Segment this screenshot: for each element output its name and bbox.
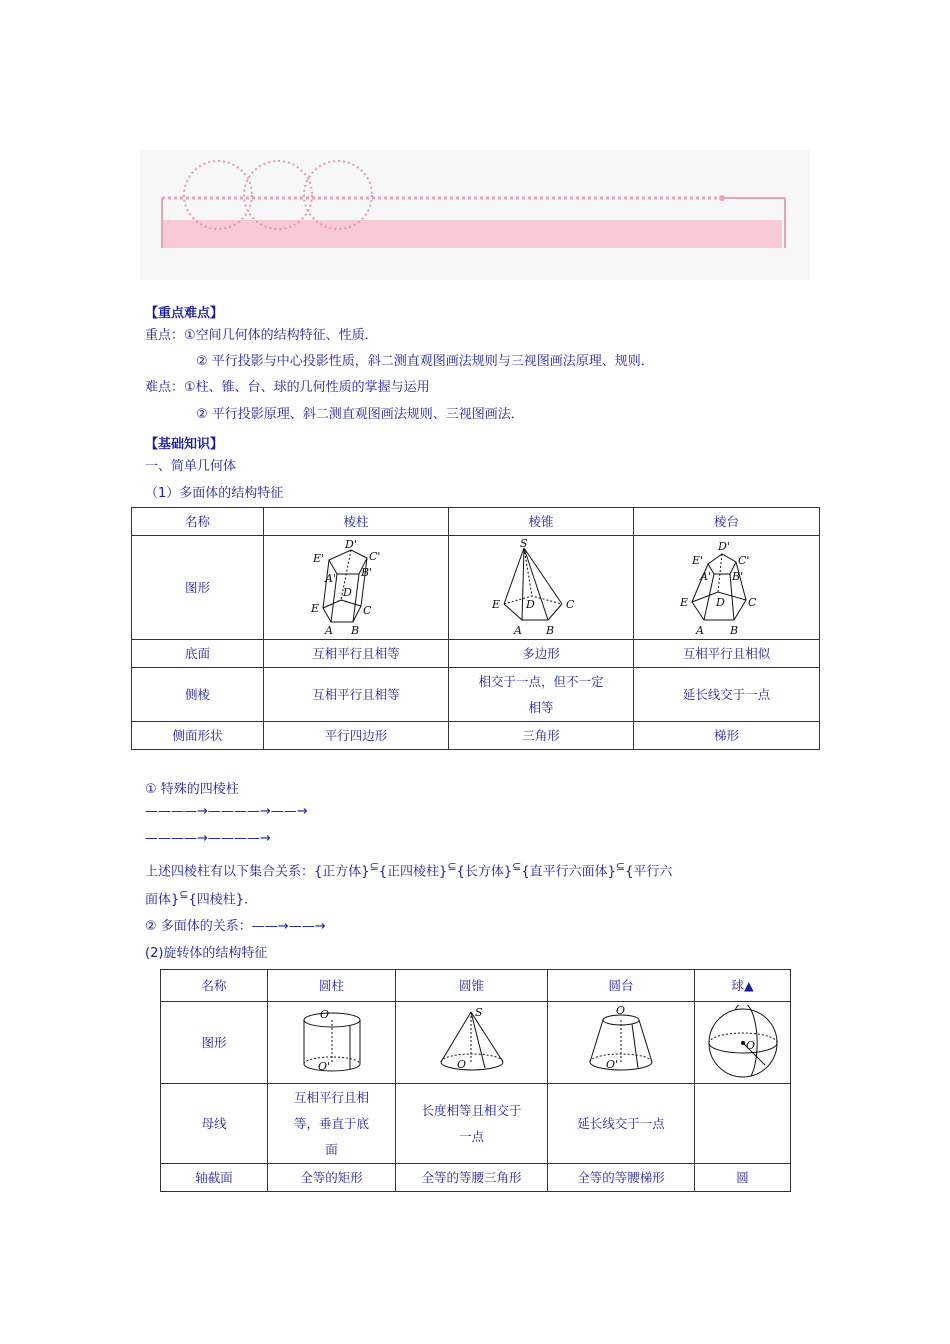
label-prism-C: C [363, 603, 372, 617]
focus-line-1 [145, 324, 378, 343]
key-points-heading: 【重点难点】 [145, 306, 224, 321]
label-fr-D1: D' [717, 539, 730, 553]
label-fr-C1: C' [737, 553, 749, 567]
prism-figure [301, 538, 411, 638]
set-parallelepiped-a: {平行六 [625, 864, 673, 880]
label-fr-E: E [679, 595, 688, 609]
label-cone-O: O [456, 1057, 466, 1071]
basics-heading: 【基础知识】 [145, 437, 224, 452]
frustum-face: 梯形 [634, 722, 820, 750]
rotation-subtitle: (2)旋转体的结构特征 [145, 946, 268, 961]
cyl-gen-line3: 面 [325, 1141, 338, 1157]
pyramid-base: 多边形 [449, 640, 634, 668]
set-parallelepiped-b: 面体} [145, 892, 180, 908]
cylinder-figure [292, 1006, 372, 1080]
cone-axial: 全等的等腰三角形 [396, 1164, 548, 1192]
relation-arrows: ——→——→ [251, 919, 326, 934]
label-pyr-S: S [520, 537, 528, 550]
row-face-label: 侧面形状 [132, 722, 264, 750]
label-prism-E1: E' [313, 551, 325, 565]
label-cyl-O: O [319, 1007, 329, 1021]
focus-item-2: ② 平行投影与中心投影性质，斜二测直观图画法规则与三视图画法原理、规则． [196, 354, 654, 369]
relation-label: ② 多面体的关系： [145, 919, 252, 934]
pyramid-edge-line1: 相交于一点，但不一定 [478, 673, 604, 689]
pyramid-figure [486, 538, 596, 638]
subset-symbol: ⊆ [512, 860, 522, 873]
rotation-table [160, 969, 791, 1192]
set-quad-prism: {四棱柱}. [188, 892, 249, 908]
pyramid-figure-cell [449, 536, 634, 640]
polyhedron-subtitle: （1）多面体的结构特征 [145, 486, 284, 501]
figure-label: 图形 [132, 536, 264, 640]
label-fr-B: B [729, 623, 738, 637]
rot-figure-label: 图形 [161, 1002, 268, 1084]
frustum-figure [672, 538, 782, 638]
set-right-parallelepiped: {直平行六面体} [521, 864, 616, 880]
label-pyr-A: A [514, 623, 522, 637]
label-fr-E1: E' [691, 553, 703, 567]
cone-figure-cell [396, 1002, 548, 1084]
cfrustum-generatrix: 延长线交于一点 [548, 1084, 695, 1164]
header-frustum: 棱台 [634, 508, 820, 536]
pyramid-face: 三角形 [449, 722, 634, 750]
cyl-gen-line2: 等，垂直于底 [293, 1115, 369, 1131]
label-prism-C1: C' [369, 549, 381, 563]
subset-symbol: ⊆ [179, 888, 189, 901]
polyhedron-relation [145, 915, 326, 934]
set-regular-prism: {正四棱柱} [378, 864, 448, 880]
set-intro: 上述四棱柱有以下集合关系： [145, 864, 315, 880]
difficulty-item-1: ①柱、锥、台、球的几何性质的掌握与运用 [184, 380, 430, 395]
subset-symbol: ⊆ [615, 860, 626, 873]
header-pyramid: 棱锥 [449, 508, 634, 536]
pyramid-edge-line2: 相等 [528, 699, 554, 715]
title-banner [140, 150, 810, 280]
polyhedron-table [131, 507, 820, 750]
label-cfr-O: O [616, 1005, 626, 1017]
focus-label: 重点： [145, 328, 185, 343]
cylinder-generatrix [268, 1084, 396, 1164]
label-prism-B: B [351, 623, 360, 637]
cone-gen-line1: 长度相等且相交于 [421, 1102, 522, 1118]
cylinder-axial: 全等的矩形 [268, 1164, 396, 1192]
label-fr-D: D [715, 595, 725, 609]
cyl-gen-line1: 互相平行且相 [293, 1089, 369, 1105]
difficulty-item-2: ② 平行投影原理、斜二测直观图画法规则、三视图画法． [196, 407, 524, 422]
label-pyr-B: B [546, 623, 555, 637]
label-cone-S: S [474, 1005, 483, 1019]
generatrix-label: 母线 [161, 1084, 268, 1164]
label-pyr-C: C [566, 597, 575, 611]
cfrustum-figure-cell [548, 1002, 695, 1084]
set-cube: {正方体} [314, 864, 370, 880]
frustum-edge: 延长线交于一点 [634, 668, 820, 722]
header-name: 名称 [132, 508, 264, 536]
cone-generatrix [396, 1084, 548, 1164]
label-cfr-O1: O' [606, 1057, 619, 1071]
rot-header-name: 名称 [161, 970, 268, 1002]
subset-symbol: ⊆ [447, 860, 457, 873]
special-chain-1: ————→————→——→ [145, 804, 308, 819]
part-one-title: 一、简单几何体 [145, 459, 237, 474]
cfrustum-axial: 全等的等腰梯形 [548, 1164, 695, 1192]
set-relation-line-2 [145, 888, 248, 907]
prism-face: 平行四边形 [264, 722, 449, 750]
set-relation-line [145, 860, 672, 879]
cylinder-figure-cell [268, 1002, 396, 1084]
sphere-axial: 圆 [695, 1164, 791, 1192]
prism-figure-cell [264, 536, 449, 640]
special-chain-2: ————→————→ [145, 831, 271, 846]
cfrustum-figure [576, 1006, 666, 1080]
label-fr-A: A [695, 623, 704, 637]
cone-figure [427, 1006, 517, 1080]
label-fr-A1: A' [699, 569, 711, 583]
label-pyr-D: D [526, 597, 535, 611]
cone-gen-line2: 一点 [458, 1128, 484, 1144]
frustum-figure-cell [634, 536, 820, 640]
sphere-figure-cell [695, 1002, 791, 1084]
rot-header-cylinder: 圆柱 [268, 970, 396, 1002]
label-fr-B1: B' [731, 569, 743, 583]
difficulty-line-1 [145, 376, 430, 395]
label-cyl-O1: O' [317, 1059, 330, 1073]
rot-header-cone: 圆锥 [396, 970, 548, 1002]
label-prism-D: D [343, 585, 352, 599]
frustum-base: 互相平行且相似 [634, 640, 820, 668]
label-sphere-O: O [745, 1038, 755, 1052]
label-fr-C: C [747, 595, 756, 609]
prism-base: 互相平行且相等 [264, 640, 449, 668]
label-pyr-E: E [492, 597, 501, 611]
label-prism-D1: D' [345, 537, 357, 551]
header-prism: 棱柱 [264, 508, 449, 536]
row-edge-label: 侧棱 [132, 668, 264, 722]
focus-item-1: ①空间几何体的结构特征、性质． [184, 328, 378, 343]
sphere-figure [705, 1005, 781, 1081]
special-prism-title: ① 特殊的四棱柱 [145, 782, 239, 797]
label-prism-A1: A' [325, 571, 336, 585]
label-prism-E: E [311, 601, 320, 615]
set-cuboid: {长方体} [456, 864, 513, 880]
row-base-label: 底面 [132, 640, 264, 668]
rot-header-frustum: 圆台 [548, 970, 695, 1002]
pyramid-edge [449, 668, 634, 722]
rot-header-sphere: 球▲ [695, 970, 791, 1002]
label-prism-A: A [325, 623, 333, 637]
prism-edge: 互相平行且相等 [264, 668, 449, 722]
sphere-generatrix [695, 1084, 791, 1164]
difficulty-label: 难点： [145, 380, 185, 395]
axial-label: 轴截面 [161, 1164, 268, 1192]
label-prism-B1: B' [361, 565, 373, 579]
subset-symbol: ⊆ [369, 860, 379, 873]
